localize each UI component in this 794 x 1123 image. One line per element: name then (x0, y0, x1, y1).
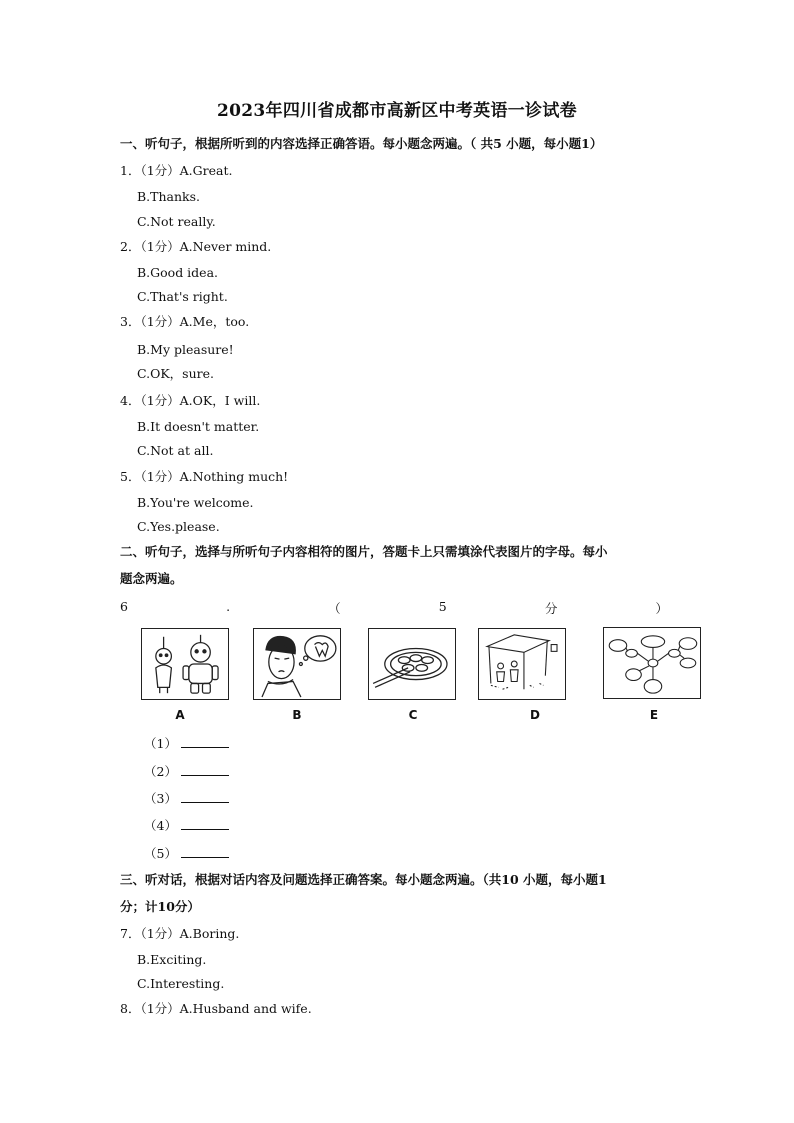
toothache-person-icon (254, 629, 340, 699)
q4-option-b: B.It doesn't matter. (137, 419, 260, 434)
picture-label-e: E (649, 708, 659, 722)
blank-4-label: （4） (144, 818, 177, 833)
q6-unit: 分 (544, 601, 558, 616)
q1-option-b: B.Thanks. (137, 189, 201, 204)
mindmap-icon (604, 628, 700, 698)
q7-option-c: C.Interesting. (137, 976, 225, 991)
q3-option-c: C.OK，sure. (137, 366, 214, 381)
q5-option-b: B.You're welcome. (137, 495, 254, 510)
shelter-people-icon (479, 629, 565, 699)
blank-2 (144, 763, 229, 780)
dumplings-plate-icon (369, 629, 455, 699)
answer-blank-4[interactable] (181, 817, 229, 830)
q3-option-b: B.My pleasure! (137, 342, 234, 357)
section2-heading-line1: 二、听句子，选择与所听句子内容相符的图片，答题卡上只需填涂代表图片的字母。每小 (120, 544, 608, 559)
q6-score: 5 (438, 599, 447, 614)
answer-blank-3[interactable] (181, 790, 229, 803)
blank-3 (144, 790, 229, 807)
q7-stem: 7．（1分）A.Boring. (120, 926, 240, 941)
picture-b-toothache (253, 628, 341, 700)
picture-label-b: B (292, 708, 302, 722)
blank-5-label: （5） (144, 846, 177, 861)
blank-1-label: （1） (144, 736, 177, 751)
q6-number: 6 (120, 599, 128, 614)
picture-label-a: A (175, 708, 185, 722)
section2-heading-line2: 题念两遍。 (120, 571, 183, 586)
q6-paren-open: （ (328, 601, 341, 616)
blank-1 (144, 735, 229, 752)
picture-label-c: C (408, 708, 418, 722)
q5-option-c: C.Yes.please. (137, 519, 220, 534)
q1-option-c: C.Not really. (137, 214, 216, 229)
q6-paren-close: ） (655, 601, 668, 616)
page-title: 2023年四川省成都市高新区中考英语一诊试卷 (217, 101, 577, 121)
q6-stem (120, 599, 668, 617)
section3-heading-line2: 分；计10分） (120, 899, 200, 914)
q7-option-b: B.Exciting. (137, 952, 207, 967)
q4-stem: 4．（1分）A.OK，I will. (120, 393, 261, 408)
blank-3-label: （3） (144, 791, 177, 806)
picture-label-d: D (530, 708, 540, 722)
picture-e-mindmap (603, 627, 701, 699)
picture-c-dumplings (368, 628, 456, 700)
answer-blank-5[interactable] (181, 845, 229, 858)
q1-stem: 1．（1分）A.Great. (120, 163, 233, 178)
section3-heading-line1: 三、听对话，根据对话内容及问题选择正确答案。每小题念两遍。（共10 小题，每小题1 (120, 872, 607, 887)
q3-stem: 3．（1分）A.Me，too. (120, 314, 250, 329)
blank-2-label: （2） (144, 764, 177, 779)
answer-blank-1[interactable] (181, 735, 229, 748)
q2-stem: 2．（1分）A.Never mind. (120, 239, 272, 254)
picture-d-shelter (478, 628, 566, 700)
blank-4 (144, 817, 229, 834)
q2-option-c: C.That's right. (137, 289, 228, 304)
q6-dot: . (226, 599, 231, 614)
robots-icon (142, 629, 228, 699)
answer-blank-2[interactable] (181, 763, 229, 776)
picture-a-robots (141, 628, 229, 700)
section1-heading: 一、听句子，根据所听到的内容选择正确答语。每小题念两遍。（ 共5 小题，每小题1） (120, 136, 603, 151)
q8-stem: 8．（1分）A.Husband and wife. (120, 1001, 312, 1016)
blank-5 (144, 845, 229, 862)
q2-option-b: B.Good idea. (137, 265, 218, 280)
q4-option-c: C.Not at all. (137, 443, 214, 458)
q5-stem: 5．（1分）A.Nothing much! (120, 469, 289, 484)
